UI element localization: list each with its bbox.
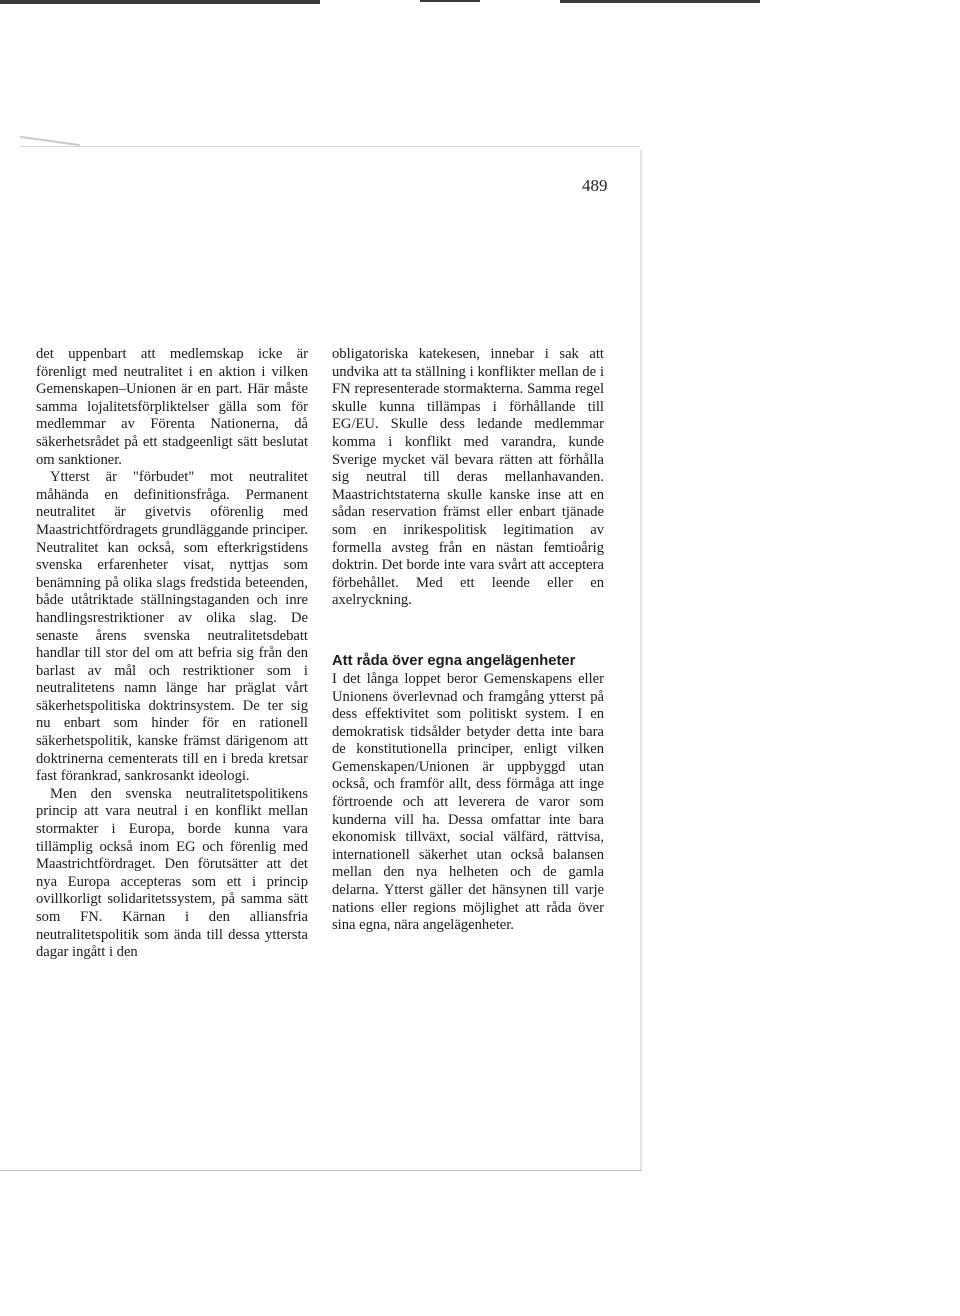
paragraph: det uppenbart att medlemskap icke är förenligt med neutralitet i en aktion i vilken Gemenskapen–Unionen är en part. Här måste samma lojalitetsförpliktelser gälla som för medlemmar av Förenta Nationerna, då säkerhetsrådet på ett stadgeenligt sätt beslutat om sanktioner. (36, 346, 308, 468)
left-column (36, 346, 308, 962)
scan-edge-segment (420, 0, 480, 2)
scan-edge-segment (560, 0, 760, 3)
page-bottom-edge (0, 1170, 642, 1171)
paragraph: Ytterst är "förbudet" mot neutralitet måhända en definitionsfråga. Permanent neutralitet är givetvis oförenlig med Maastrichtfördragets grundläggande principer. Neutralitet kan också, som efterkrigstidens svenska erfarenheter visat, nyttjas som benämning på olika slags fredstida beteenden, både utåtriktade ställningstaganden och inre handlingsrestriktioner av olika slag. De senaste årens svenska neutralitetsdebatt handlar till stor del om att befria sig från den barlast av mål och restriktioner som i neutralitetens namn länge har präglat vårt säkerhetspolitiska doktrinsystem. De ter sig nu enbart som hinder för en rationell säkerhetspolitik, kanske främst därigenom att doktrinerna cementerats till en i breda kretsar fast förankrad, sankrosankt ideologi. (36, 469, 308, 785)
paragraph: obligatoriska katekesen, innebar i sak att undvika att ta ställning i konflikter mellan de i FN representerade stormakterna. Samma regel skulle kunna tillämpas i förhållande till EG/EU. Skulle dess ledande medlemmar komma i konflikt med varandra, kunde Sverige mycket väl bevara rätten att förhålla sig neutral till deras mellanhavanden. Maastrichtstaterna skulle kanske inse att en sådan reservation främst eller enbart tjänade som en inrikespolitisk legitimation av formella avsteg från en nästan femtioårig doktrin. Det borde inte vara svårt att acceptera förbehållet. Med ett leende eller en axelryckning. (332, 346, 604, 609)
paragraph: Men den svenska neutralitetspolitikens princip att vara neutral i en konflikt mellan stormakter i Europa, borde kunna vara tillämplig också inom EG och förenlig med Maastrichtfördraget. Den förutsätter att det nya Europa accepteras som ett i princip ovillkorligt solidaritetssystem, på samma sätt som FN. Kärnan i den alliansfria neutralitetspolitik som ända till dessa yttersta dagar ingått i den (36, 785, 308, 961)
page-top-edge (20, 146, 640, 147)
section-heading: Att råda över egna angelägenheter (332, 652, 576, 669)
page-number: 489 (582, 176, 608, 195)
paragraph: I det långa loppet beror Gemenskapens eller Unionens överlevnad och framgång ytterst på dess effektivitet som politiskt system. I en demokratisk tidsålder betyder detta inte bara de konstitutionella principer, enligt vilken Gemenskapen/Unionen är uppbyggd utan också, och framför allt, dess förmåga att inge förtroende och att leverera de varor som kunderna vill ha. Dessa omfattar inte bara ekonomisk tillväxt, social välfärd, rättvisa, internationell säkerhet utan också balansen mellan den nya helheten och de gamla delarna. Ytterst gäller det hänsynen till varje nations eller regions möjlighet att råda över sina egna, nära angelägenheter. (332, 670, 604, 934)
page-fold-mark (20, 136, 80, 146)
page-right-edge (640, 150, 642, 1170)
right-column (332, 346, 604, 935)
scan-edge-segment (0, 0, 320, 4)
scan-top-edge (0, 0, 960, 10)
